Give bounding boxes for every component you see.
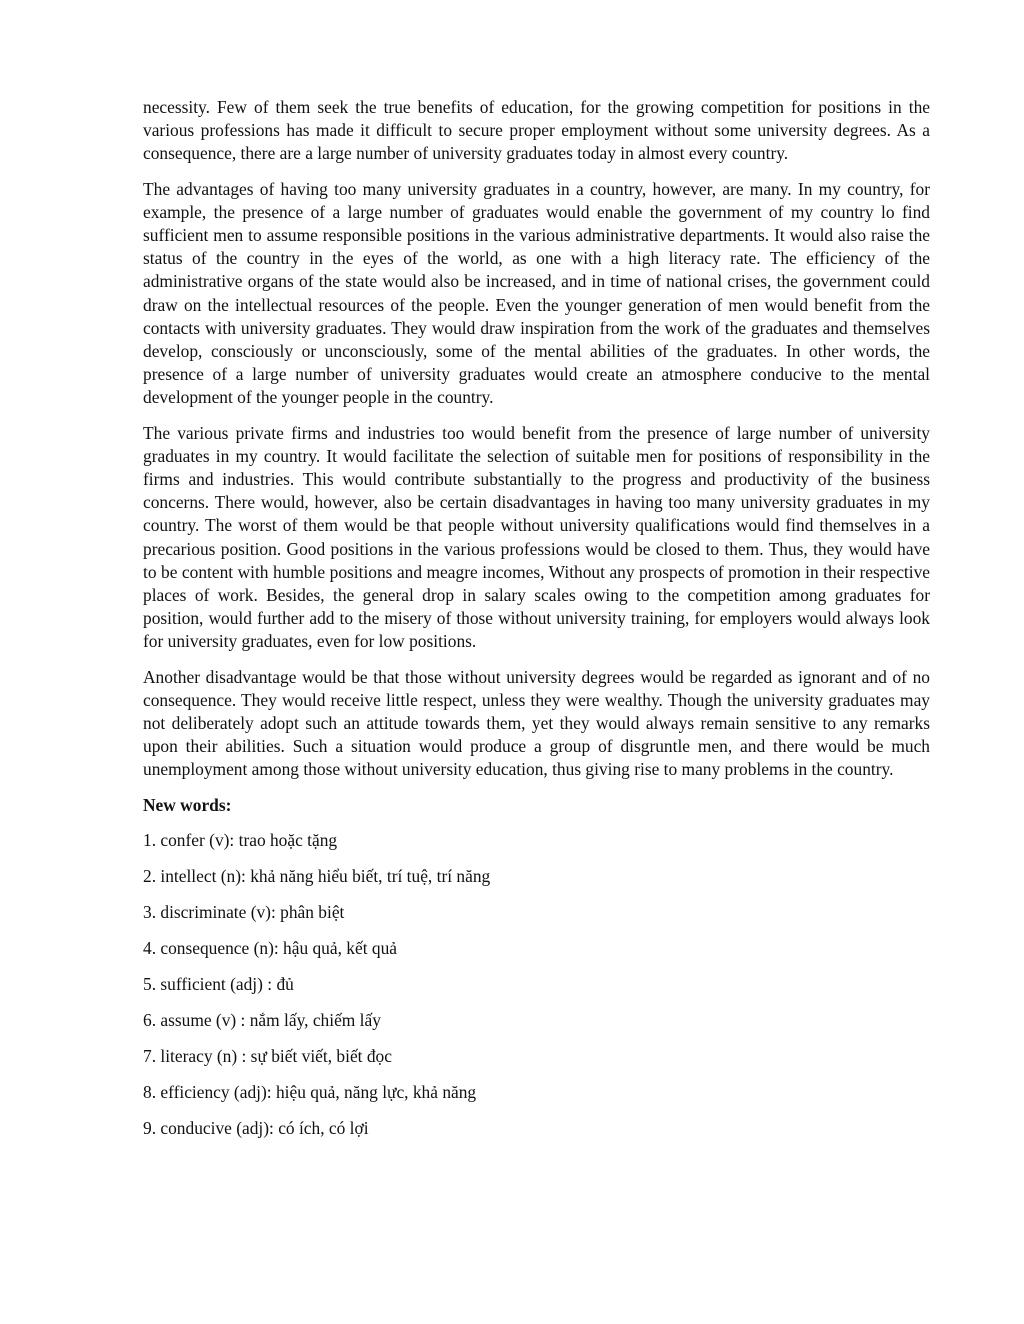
vocab-item-sufficient: 5. sufficient (adj) : đủ <box>143 973 294 994</box>
vocab-item-confer: 1. confer (v): trao hoặc tặng <box>143 829 338 850</box>
document-page <box>143 96 930 1153</box>
vocab-item-assume: 6. assume (v) : nắm lấy, chiếm lấy <box>143 1009 381 1030</box>
vocab-item-literacy: 7. literacy (n) : sự biết viết, biết đọc <box>143 1045 392 1066</box>
paragraph-2: The advantages of having too many university graduates in a country, however, are many. In my country, for example, the presence of a large number of graduates would enable the government of my country lo find sufficient men to assume responsible positions in the various administrative departments. It would also raise the status of the country in the eyes of the world, as one with a high literacy rate. The efficiency of the administrative organs of the state would also be increased, and in time of national crises, the government could draw on the intellectual resources of the people. Even the younger generation of men would benefit from the contacts with university graduates. They would draw inspiration from the work of the graduates and themselves develop, consciously or unconsciously, some of the mental abilities of the graduates. In other words, the presence of a large number of university graduates would create an atmosphere conducive to the mental development of the younger people in the country. <box>143 178 930 408</box>
paragraph-3: The various private firms and industries too would benefit from the presence of large number of university graduates in my country. It would facilitate the selection of suitable men for positions of responsibility in the firms and industries. This would contribute substantially to the progress and productivity of the business concerns. There would, however, also be certain disadvantages in having too many university graduates in my country. The worst of them would be that people without university qualifications would find themselves in a precarious position. Good positions in the various professions would be closed to them. Thus, they would have to be content with humble positions and meagre incomes, Without any prospects of promotion in their respective places of work. Besides, the general drop in salary scales owing to the competition among graduates for position, would further add to the misery of those without university training, for employers would always look for university graduates, even for low positions. <box>143 422 930 652</box>
vocab-item-intellect: 2. intellect (n): khả năng hiểu biết, trí tuệ, trí năng <box>143 865 491 886</box>
vocab-item-discriminate: 3. discriminate (v): phân biệt <box>143 901 345 922</box>
vocab-item-consequence: 4. consequence (n): hậu quả, kết quả <box>143 937 397 958</box>
vocabulary-list <box>143 829 930 1140</box>
vocab-item-conducive: 9. conducive (adj): có ích, có lợi <box>143 1117 369 1138</box>
paragraph-1: necessity. Few of them seek the true benefits of education, for the growing competition for positions in the various professions has made it difficult to secure proper employment without some university degrees. As a consequence, there are a large number of university graduates today in almost every country. <box>143 97 930 164</box>
vocab-item-efficiency: 8. efficiency (adj): hiệu quả, năng lực, khả năng <box>143 1081 477 1102</box>
paragraph-4: Another disadvantage would be that those without university degrees would be regarded as ignorant and of no consequence. They would receive little respect, unless they were wealthy. Though the university graduates may not deliberately adopt such an attitude towards them, yet they would always remain sensitive to any remarks upon their abilities. Such a situation would produce a group of disgruntle men, and there would be much unemployment among those without university education, thus giving rise to many problems in the country. <box>143 666 930 780</box>
new-words-heading: New words: <box>143 794 232 815</box>
